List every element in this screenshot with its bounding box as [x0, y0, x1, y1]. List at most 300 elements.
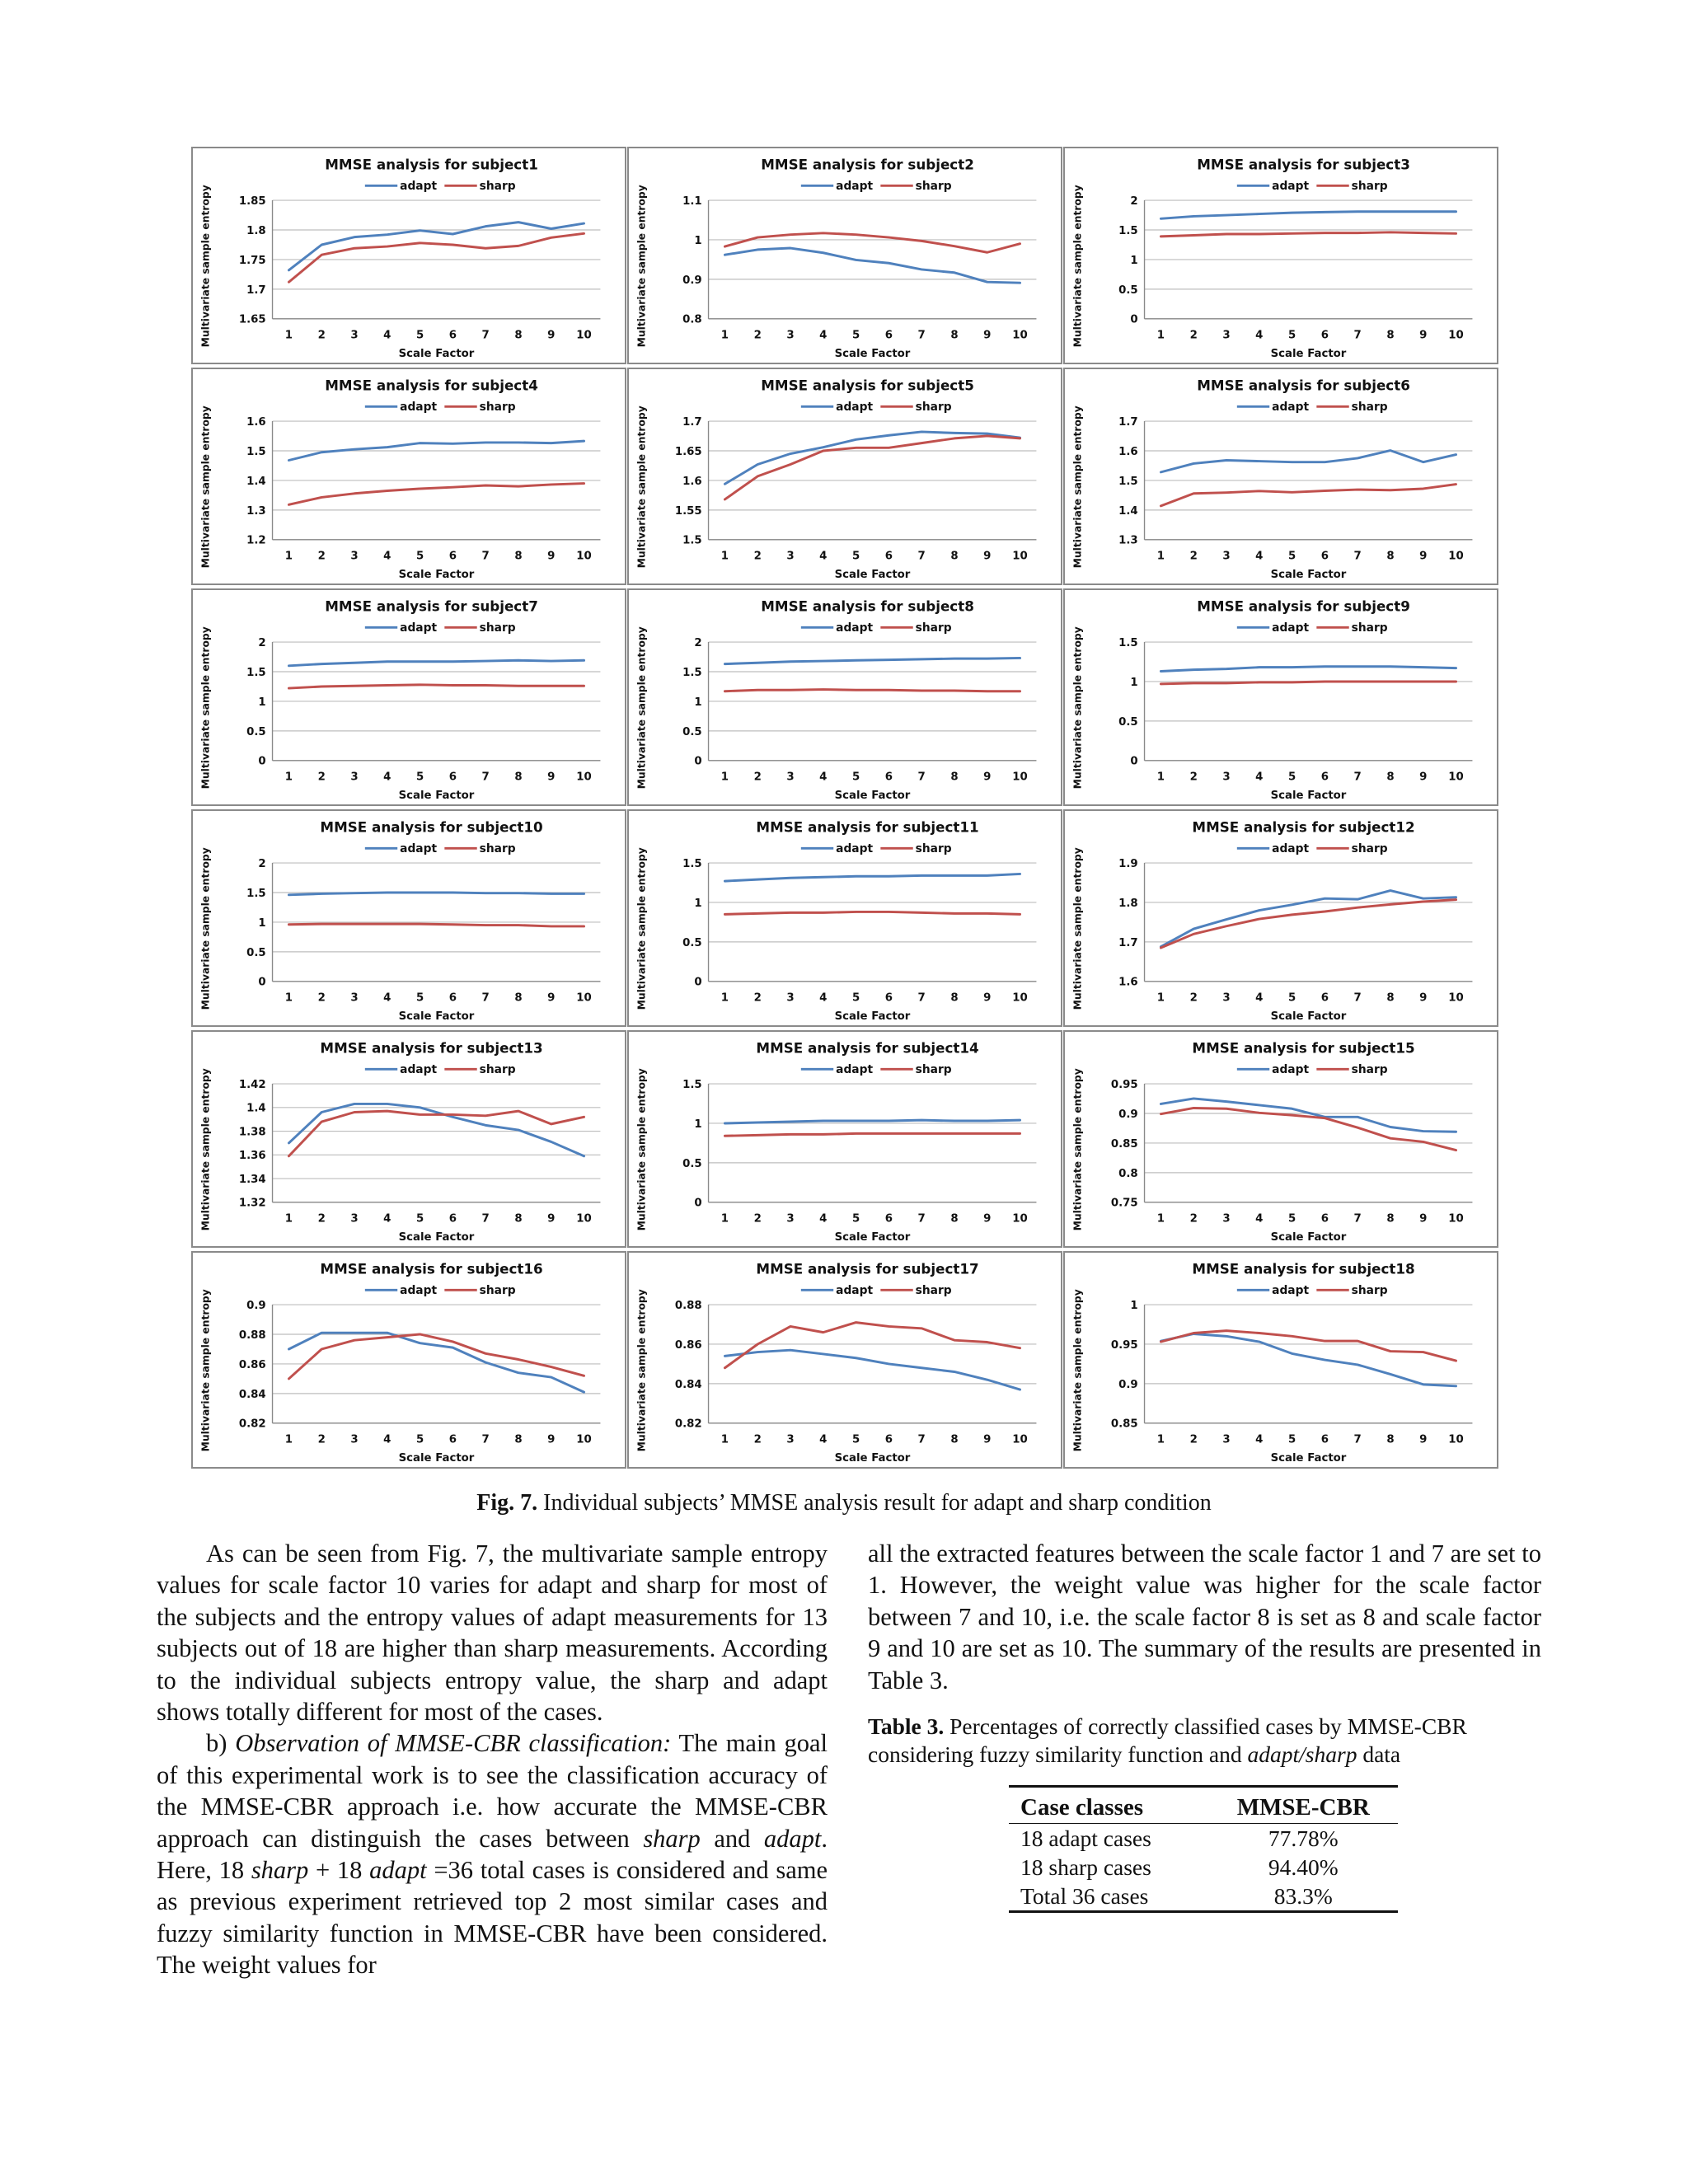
- x-tick-label: 8: [1386, 329, 1395, 342]
- x-tick-label: 9: [1419, 550, 1428, 563]
- x-tick-label: 5: [415, 771, 424, 784]
- chart-title: MMSE analysis for subject18: [1192, 1260, 1415, 1277]
- x-tick-label: 6: [448, 550, 457, 563]
- chart-subject9: [1063, 588, 1498, 806]
- x-tick-label: 10: [1012, 1212, 1028, 1226]
- x-axis-label: Scale Factor: [398, 1452, 475, 1465]
- x-tick-label: 6: [884, 1433, 893, 1446]
- chart-subject5: [627, 368, 1062, 585]
- chart-svg: [629, 1253, 1061, 1467]
- x-axis-label: Scale Factor: [834, 569, 911, 582]
- x-tick-label: 2: [317, 991, 326, 1005]
- x-tick-label: 6: [448, 1212, 457, 1226]
- x-axis-label: Scale Factor: [1270, 790, 1347, 803]
- chart-subject12: [1063, 809, 1498, 1027]
- x-tick-label: 6: [884, 550, 893, 563]
- chart-title: MMSE analysis for subject4: [325, 377, 538, 394]
- x-tick-label: 8: [1386, 991, 1395, 1005]
- x-tick-label: 4: [383, 771, 392, 784]
- legend-label-adapt: adapt: [400, 401, 438, 415]
- x-tick-label: 8: [514, 1433, 523, 1446]
- x-tick-label: 2: [753, 1212, 762, 1226]
- chart-svg: [193, 1032, 625, 1246]
- x-tick-label: 8: [950, 991, 959, 1005]
- y-tick-label: 1.5: [246, 445, 266, 458]
- x-axis-label: Scale Factor: [1270, 1452, 1347, 1465]
- y-tick-label: 2: [258, 857, 266, 870]
- y-tick-label: 0.5: [246, 725, 266, 738]
- x-tick-label: 6: [884, 1212, 893, 1226]
- chart-svg: [1065, 590, 1497, 804]
- term-adapt: adapt: [369, 1856, 427, 1885]
- series-line-adapt: [1160, 451, 1456, 472]
- y-tick-label: 1.32: [238, 1197, 266, 1210]
- x-tick-label: 2: [1189, 550, 1198, 563]
- x-tick-label: 1: [284, 1433, 293, 1446]
- paragraph-text: and: [700, 1824, 764, 1853]
- x-tick-label: 5: [415, 1433, 424, 1446]
- y-tick-label: 1.6: [682, 475, 702, 488]
- series-line-adapt: [1160, 1333, 1456, 1385]
- paragraph-text: =36 total cases is considered and same as previous experiment retrieved top 2 most similar cases and fuzzy similarity function in MMSE-CBR have been considered. The weight values for: [157, 1856, 828, 1980]
- y-axis-label: Multivariate sample entropy: [635, 1289, 648, 1452]
- series-line-adapt: [1160, 891, 1456, 947]
- chart-title: MMSE analysis for subject8: [761, 598, 974, 615]
- series-line-sharp: [1160, 485, 1456, 506]
- x-tick-label: 7: [917, 1212, 926, 1226]
- x-tick-label: 7: [481, 550, 490, 563]
- x-tick-label: 1: [284, 771, 293, 784]
- x-tick-label: 10: [576, 329, 592, 342]
- x-tick-label: 4: [1255, 550, 1264, 563]
- chart-svg: [629, 148, 1061, 363]
- y-tick-label: 0.95: [1110, 1078, 1138, 1091]
- y-tick-label: 1.3: [1118, 534, 1138, 547]
- y-axis-label: Multivariate sample entropy: [635, 405, 648, 569]
- x-tick-label: 7: [481, 329, 490, 342]
- y-tick-label: 1: [694, 897, 702, 910]
- x-tick-label: 1: [1156, 1433, 1165, 1446]
- legend-label-sharp: sharp: [479, 1063, 516, 1077]
- x-tick-label: 6: [1320, 991, 1329, 1005]
- legend-label-sharp: sharp: [915, 842, 952, 856]
- x-tick-label: 10: [1448, 1212, 1464, 1226]
- y-tick-label: 1.7: [246, 284, 266, 297]
- y-tick-label: 0.82: [674, 1418, 702, 1431]
- x-tick-label: 2: [1189, 329, 1198, 342]
- column-header: Case classes: [1020, 1794, 1144, 1821]
- x-tick-label: 1: [720, 771, 729, 784]
- y-tick-label: 0: [258, 976, 266, 989]
- x-tick-label: 4: [383, 991, 392, 1005]
- x-tick-label: 4: [383, 550, 392, 563]
- y-tick-label: 1.5: [682, 666, 702, 679]
- chart-svg: [1065, 1253, 1497, 1467]
- x-tick-label: 7: [1353, 1433, 1362, 1446]
- legend-label-adapt: adapt: [836, 180, 874, 194]
- legend-label-sharp: sharp: [1351, 1284, 1388, 1298]
- x-tick-label: 1: [1156, 329, 1165, 342]
- y-axis-label: Multivariate sample entropy: [635, 847, 648, 1010]
- y-tick-label: 1.34: [238, 1173, 266, 1186]
- y-tick-label: 0.86: [674, 1338, 702, 1352]
- chart-title: MMSE analysis for subject11: [756, 818, 979, 836]
- legend-label-adapt: adapt: [1272, 1284, 1310, 1298]
- x-tick-label: 2: [1189, 1433, 1198, 1446]
- paragraph-text: + 18: [308, 1856, 370, 1885]
- term-sharp: sharp: [251, 1856, 309, 1885]
- y-tick-label: 0: [258, 755, 266, 768]
- legend-label-sharp: sharp: [479, 621, 516, 635]
- series-line-sharp: [288, 1111, 584, 1156]
- series-line-adapt: [724, 658, 1020, 663]
- table-cell: 77.78%: [1268, 1825, 1339, 1851]
- y-axis-label: Multivariate sample entropy: [1071, 185, 1084, 348]
- y-tick-label: 0.95: [1110, 1338, 1138, 1352]
- x-tick-label: 3: [1222, 329, 1231, 342]
- y-axis-label: Multivariate sample entropy: [1071, 626, 1084, 790]
- x-axis-label: Scale Factor: [1270, 1010, 1347, 1024]
- x-tick-label: 3: [350, 991, 359, 1005]
- series-line-sharp: [1160, 232, 1456, 237]
- x-tick-label: 4: [383, 1433, 392, 1446]
- y-tick-label: 2: [258, 636, 266, 649]
- x-tick-label: 7: [1353, 329, 1362, 342]
- x-tick-label: 10: [1448, 1433, 1464, 1446]
- series-line-sharp: [288, 1334, 584, 1379]
- x-tick-label: 2: [753, 329, 762, 342]
- x-tick-label: 6: [1320, 329, 1329, 342]
- y-tick-label: 1: [1130, 1299, 1138, 1312]
- legend-label-adapt: adapt: [400, 621, 438, 635]
- x-tick-label: 5: [851, 1433, 860, 1446]
- x-tick-label: 5: [415, 1212, 424, 1226]
- x-tick-label: 9: [547, 1212, 556, 1226]
- paragraph-prefix: b): [206, 1729, 236, 1758]
- x-tick-label: 5: [1287, 329, 1296, 342]
- x-tick-label: 2: [317, 771, 326, 784]
- legend-label-sharp: sharp: [915, 401, 952, 415]
- x-tick-label: 7: [481, 991, 490, 1005]
- series-line-adapt: [724, 248, 1020, 283]
- y-tick-label: 1.4: [246, 1102, 266, 1115]
- y-tick-label: 1.7: [1118, 415, 1138, 429]
- series-line-adapt: [1160, 667, 1456, 672]
- series-line-sharp: [724, 912, 1020, 914]
- x-axis-label: Scale Factor: [398, 569, 475, 582]
- x-tick-label: 9: [983, 329, 992, 342]
- y-axis-label: Multivariate sample entropy: [1071, 1289, 1084, 1452]
- x-tick-label: 2: [317, 550, 326, 563]
- legend-label-adapt: adapt: [1272, 401, 1310, 415]
- series-line-sharp: [288, 685, 584, 688]
- y-tick-label: 1.7: [682, 415, 702, 429]
- x-tick-label: 1: [720, 1433, 729, 1446]
- x-tick-label: 8: [514, 550, 523, 563]
- x-tick-label: 6: [1320, 1212, 1329, 1226]
- x-tick-label: 3: [350, 550, 359, 563]
- x-tick-label: 6: [1320, 771, 1329, 784]
- y-tick-label: 1.2: [246, 534, 266, 547]
- x-tick-label: 3: [350, 1433, 359, 1446]
- chart-subject2: [627, 147, 1062, 364]
- x-tick-label: 8: [1386, 1212, 1395, 1226]
- x-axis-label: Scale Factor: [1270, 569, 1347, 582]
- y-tick-label: 1.5: [682, 857, 702, 870]
- x-tick-label: 5: [1287, 771, 1296, 784]
- x-tick-label: 7: [917, 550, 926, 563]
- x-tick-label: 3: [1222, 1212, 1231, 1226]
- table-cell: Total 36 cases: [1020, 1883, 1149, 1909]
- y-tick-label: 1.6: [1118, 976, 1138, 989]
- x-tick-label: 9: [547, 550, 556, 563]
- y-tick-label: 1.3: [246, 504, 266, 518]
- y-tick-label: 1: [694, 234, 702, 247]
- x-tick-label: 3: [1222, 550, 1231, 563]
- x-tick-label: 9: [547, 1433, 556, 1446]
- x-axis-label: Scale Factor: [398, 790, 475, 803]
- right-column: [868, 1538, 1541, 1696]
- x-tick-label: 4: [819, 329, 828, 342]
- y-axis-label: Multivariate sample entropy: [199, 1068, 212, 1231]
- x-tick-label: 9: [1419, 771, 1428, 784]
- x-tick-label: 2: [753, 550, 762, 563]
- x-tick-label: 1: [720, 329, 729, 342]
- x-tick-label: 5: [851, 991, 860, 1005]
- figure-caption: [165, 1490, 1523, 1516]
- table-cell: 83.3%: [1273, 1883, 1333, 1909]
- x-tick-label: 7: [481, 771, 490, 784]
- series-line-sharp: [288, 924, 584, 926]
- subsection-heading: Observation of MMSE-CBR classification:: [235, 1729, 672, 1758]
- y-tick-label: 1.65: [238, 313, 266, 326]
- chart-svg: [193, 811, 625, 1025]
- x-axis-label: Scale Factor: [834, 1010, 911, 1024]
- paragraph-observation: [157, 1727, 828, 1980]
- y-tick-label: 1.7: [1118, 936, 1138, 949]
- legend-label-adapt: adapt: [836, 621, 874, 635]
- x-tick-label: 3: [786, 329, 795, 342]
- legend-label-adapt: adapt: [1272, 1063, 1310, 1077]
- term-adapt: adapt: [763, 1824, 822, 1853]
- chart-svg: [629, 811, 1061, 1025]
- x-tick-label: 4: [1255, 771, 1264, 784]
- y-tick-label: 1.5: [246, 666, 266, 679]
- x-axis-label: Scale Factor: [398, 1010, 475, 1024]
- y-tick-label: 0: [1130, 313, 1138, 326]
- x-tick-label: 9: [1419, 329, 1428, 342]
- x-tick-label: 9: [547, 991, 556, 1005]
- chart-svg: [629, 1032, 1061, 1246]
- chart-subject14: [627, 1030, 1062, 1248]
- x-tick-label: 1: [720, 991, 729, 1005]
- legend-label-adapt: adapt: [1272, 842, 1310, 856]
- series-line-sharp: [724, 1133, 1020, 1136]
- chart-title: MMSE analysis for subject12: [1192, 818, 1415, 836]
- x-tick-label: 7: [917, 1433, 926, 1446]
- chart-svg: [629, 369, 1061, 583]
- x-tick-label: 7: [917, 991, 926, 1005]
- chart-subject13: [191, 1030, 626, 1248]
- x-tick-label: 8: [950, 1212, 959, 1226]
- y-tick-label: 0.88: [674, 1299, 702, 1312]
- x-tick-label: 7: [1353, 771, 1362, 784]
- table-label: Table 3.: [868, 1713, 945, 1739]
- x-tick-label: 7: [917, 329, 926, 342]
- x-tick-label: 9: [547, 771, 556, 784]
- x-tick-label: 6: [884, 991, 893, 1005]
- x-tick-label: 5: [1287, 1433, 1296, 1446]
- chart-svg: [1065, 369, 1497, 583]
- x-tick-label: 5: [851, 329, 860, 342]
- x-tick-label: 7: [1353, 991, 1362, 1005]
- y-tick-label: 1: [1130, 254, 1138, 267]
- x-tick-label: 3: [350, 1212, 359, 1226]
- series-line-adapt: [1160, 212, 1456, 219]
- x-tick-label: 1: [1156, 1212, 1165, 1226]
- x-tick-label: 4: [1255, 1212, 1264, 1226]
- x-tick-label: 10: [576, 550, 592, 563]
- table-caption: [868, 1713, 1541, 1769]
- y-tick-label: 1.85: [238, 194, 266, 208]
- x-tick-label: 3: [1222, 1433, 1231, 1446]
- table-caption-text: data: [1357, 1741, 1401, 1767]
- y-tick-label: 0.9: [246, 1299, 266, 1312]
- x-axis-label: Scale Factor: [398, 348, 475, 361]
- x-tick-label: 2: [753, 1433, 762, 1446]
- legend-label-sharp: sharp: [1351, 621, 1388, 635]
- y-tick-label: 1.65: [674, 445, 702, 458]
- x-tick-label: 1: [1156, 550, 1165, 563]
- y-axis-label: Multivariate sample entropy: [1071, 405, 1084, 569]
- x-tick-label: 8: [514, 771, 523, 784]
- x-tick-label: 3: [786, 1433, 795, 1446]
- left-column: [157, 1538, 828, 1981]
- legend-label-adapt: adapt: [836, 1063, 874, 1077]
- y-tick-label: 1.75: [238, 254, 266, 267]
- y-tick-label: 1: [258, 696, 266, 709]
- x-axis-label: Scale Factor: [834, 790, 911, 803]
- x-tick-label: 1: [720, 1212, 729, 1226]
- series-line-adapt: [288, 1333, 584, 1392]
- x-tick-label: 3: [786, 771, 795, 784]
- x-tick-label: 1: [284, 991, 293, 1005]
- x-tick-label: 4: [819, 1212, 828, 1226]
- x-tick-label: 10: [1012, 1433, 1028, 1446]
- chart-svg: [193, 369, 625, 583]
- y-tick-label: 2: [694, 636, 702, 649]
- x-tick-label: 3: [1222, 991, 1231, 1005]
- legend-label-sharp: sharp: [1351, 401, 1388, 415]
- x-tick-label: 7: [1353, 550, 1362, 563]
- x-tick-label: 10: [1448, 991, 1464, 1005]
- x-tick-label: 2: [1189, 991, 1198, 1005]
- chart-title: MMSE analysis for subject13: [320, 1039, 543, 1057]
- chart-title: MMSE analysis for subject10: [320, 818, 543, 836]
- y-tick-label: 1.38: [238, 1126, 266, 1139]
- chart-subject10: [191, 809, 626, 1027]
- legend-label-sharp: sharp: [479, 1284, 516, 1298]
- x-tick-label: 7: [481, 1433, 490, 1446]
- x-tick-label: 2: [1189, 1212, 1198, 1226]
- x-tick-label: 4: [819, 1433, 828, 1446]
- y-tick-label: 1: [1130, 676, 1138, 689]
- y-tick-label: 1.5: [1118, 224, 1138, 237]
- x-tick-label: 9: [983, 1433, 992, 1446]
- chart-svg: [1065, 148, 1497, 363]
- chart-title: MMSE analysis for subject9: [1197, 598, 1410, 615]
- x-tick-label: 7: [1353, 1212, 1362, 1226]
- chart-title: MMSE analysis for subject1: [325, 156, 538, 173]
- table-row: [1009, 1882, 1398, 1912]
- x-tick-label: 6: [448, 1433, 457, 1446]
- y-tick-label: 0.75: [1110, 1197, 1138, 1210]
- x-tick-label: 10: [576, 1212, 592, 1226]
- y-axis-label: Multivariate sample entropy: [635, 1068, 648, 1231]
- chart-title: MMSE analysis for subject5: [761, 377, 974, 394]
- series-line-sharp: [724, 436, 1020, 499]
- y-tick-label: 1.4: [1118, 504, 1138, 518]
- x-tick-label: 5: [851, 1212, 860, 1226]
- legend-label-adapt: adapt: [1272, 180, 1310, 194]
- y-tick-label: 0.5: [682, 936, 702, 949]
- x-tick-label: 10: [1448, 550, 1464, 563]
- y-tick-label: 0.85: [1110, 1418, 1138, 1431]
- chart-title: MMSE analysis for subject16: [320, 1260, 543, 1277]
- x-tick-label: 8: [514, 1212, 523, 1226]
- x-tick-label: 1: [284, 1212, 293, 1226]
- x-tick-label: 7: [917, 771, 926, 784]
- table-cell: 18 sharp cases: [1020, 1854, 1151, 1880]
- series-line-sharp: [288, 484, 584, 505]
- x-tick-label: 9: [983, 550, 992, 563]
- x-tick-label: 9: [983, 1212, 992, 1226]
- legend-label-sharp: sharp: [479, 842, 516, 856]
- x-tick-label: 3: [786, 1212, 795, 1226]
- x-tick-label: 6: [1320, 550, 1329, 563]
- x-tick-label: 2: [753, 991, 762, 1005]
- series-line-adapt: [724, 432, 1020, 484]
- series-line-adapt: [724, 874, 1020, 881]
- legend-label-adapt: adapt: [400, 180, 438, 194]
- y-tick-label: 0.5: [1118, 715, 1138, 729]
- legend-label-adapt: adapt: [400, 1063, 438, 1077]
- y-tick-label: 1.5: [682, 534, 702, 547]
- x-tick-label: 3: [350, 771, 359, 784]
- legend-label-adapt: adapt: [836, 842, 874, 856]
- table-header-row: [1009, 1787, 1398, 1824]
- x-tick-label: 10: [1448, 329, 1464, 342]
- chart-title: MMSE analysis for subject14: [756, 1039, 979, 1057]
- legend-label-adapt: adapt: [1272, 621, 1310, 635]
- y-tick-label: 1.8: [246, 224, 266, 237]
- y-axis-label: Multivariate sample entropy: [635, 626, 648, 790]
- x-tick-label: 4: [1255, 329, 1264, 342]
- table-row: [1009, 1824, 1398, 1854]
- x-axis-label: Scale Factor: [1270, 348, 1347, 361]
- x-tick-label: 9: [547, 329, 556, 342]
- x-tick-label: 3: [1222, 771, 1231, 784]
- x-tick-label: 6: [448, 991, 457, 1005]
- y-tick-label: 0.5: [682, 725, 702, 738]
- paragraph-text: The main goal of this experimental work is to see the classification accuracy of the MMSE-CBR approach i.e. how accurate the MMSE-CBR approach can distinguish the cases between: [157, 1729, 828, 1853]
- table-cell: 18 adapt cases: [1020, 1825, 1151, 1851]
- y-tick-label: 0.8: [1118, 1167, 1138, 1180]
- x-tick-label: 3: [350, 329, 359, 342]
- y-tick-label: 1: [694, 696, 702, 709]
- x-tick-label: 8: [950, 329, 959, 342]
- column-header: MMSE-CBR: [1236, 1794, 1370, 1821]
